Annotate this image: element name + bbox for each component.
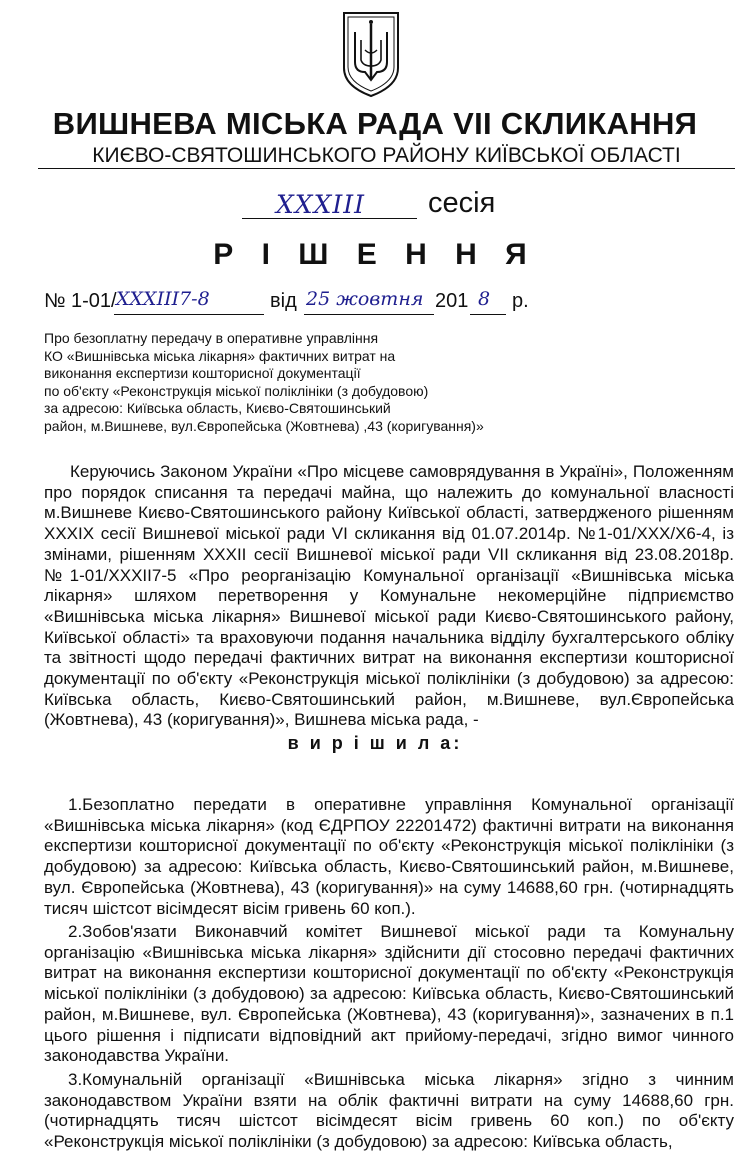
year-underline bbox=[470, 314, 506, 315]
coat-of-arms-icon bbox=[341, 10, 401, 98]
subject-line: виконання експертизи кошторисної документації bbox=[44, 365, 361, 381]
resolved-heading: в и р і ш и л а: bbox=[287, 733, 463, 753]
session-line bbox=[0, 184, 750, 224]
decision-subject bbox=[44, 330, 514, 435]
subject-line: Про безоплатну передачу в оперативне управління bbox=[44, 330, 379, 346]
number-value: XXXIII7-8 bbox=[116, 288, 210, 310]
date-prefix: від bbox=[270, 290, 297, 312]
date-value: 25 жовтня bbox=[306, 288, 424, 310]
session-label: сесія bbox=[428, 187, 496, 219]
year-suffix: р. bbox=[512, 290, 529, 312]
council-title: ВИШНЕВА МІСЬКА РАДА VII СКЛИКАННЯ bbox=[52, 106, 698, 141]
subject-line: КО «Вишнівська міська лікарня» фактичних витрат на bbox=[44, 347, 396, 364]
year-digit: 8 bbox=[478, 288, 491, 310]
year-prefix: 201 bbox=[435, 290, 469, 312]
document-type-heading: Р І Ш Е Н Н Я bbox=[213, 238, 537, 271]
document-number-line bbox=[0, 288, 750, 322]
decision-item-2: 2.Зобов'язати Виконавчий комітет Вишневої міської ради та Комунальну організацію «Вишнівська міська лікарня» здійснити дії стосовно передачі фактичних витрат на виконання експертизи кошторисної документації по об'єкту «Реконструкція міської поліклініки (з добудовою) за адресою: Київська область, Києво-Святошинський район, м.Вишневе, вул. Європейська (Жовтнева), 43 (коригування)», зазначених в п.1 цього рішення і підписати відповідний акт прийому-передачі, згідно вимог чинного законодавства України. bbox=[44, 922, 734, 1066]
preamble-paragraph: Керуючись Законом України «Про місцеве самоврядування в Україні», Положенням про порядок списання та передачі майна, що належить до комунальної власності м.Вишневе Києво-Святошинського району Київської області, затвердженого рішенням XXXIX сесії Вишневої міської ради VI скликання від 01.07.2014р. №1-01/XXX/X6-4, із змінами, рішенням XXXII сесії Вишневої міської ради VII скликання від 23.08.2018р. №1-01/XXXII7-5 «Про реорганізацію Комунальної організації «Вишнівська міська лікарня» шляхом перетворення у Комунальне некомерційне підприємство «Вишнівська міська лікарня» Вишневої міської ради Києво-Святошинського району, Київської області» та враховуючи подання начальника відділу бухгалтерського обліку та звітності щодо передачі фактичних витрат на виконання експертизи кошторисної документації по об'єкту «Реконструкція міської поліклініки (з добудовою) за адресою: Київська область, Києво-Святошинський район, м.Вишневе, вул.Європейська (Жовтнева), 43 (коригування)», Вишнева міська рада, - bbox=[44, 462, 734, 730]
number-underline bbox=[114, 314, 264, 315]
decision-item-1: 1.Безоплатно передати в оперативне управління Комунальної організації «Вишнівська міська лікарня» (код ЄДРПОУ 22201472) фактичні витрати на виконання експертизи кошторисної документації по об'єкту «Реконструкція міської поліклініки (з добудовою) за адресою: Київська область, Києво-Святошинський район, м.Вишневе, вул. Європейська (Жовтнева), 43 (коригування)» на суму 14688,60 грн. (чотирнадцять тисяч шістсот вісімдесят вісім гривень 60 коп.). bbox=[44, 795, 734, 918]
session-number: XXXIII bbox=[276, 190, 366, 219]
council-subtitle: КИЄВО-СВЯТОШИНСЬКОГО РАЙОНУ КИЇВСЬКОЇ ОБЛАСТІ bbox=[38, 144, 735, 169]
date-underline bbox=[304, 314, 434, 315]
decision-item-3: 3.Комунальній організації «Вишнівська міська лікарня» згідно з чинним законодавством України взяти на облік фактичні витрати на суму 14688,60 грн. (чотирнадцять тисяч шістсот вісімдесят вісім гривень 60 коп.) по об'єкту «Реконструкція міської поліклініки (з добудовою) за адресою: Київська область, bbox=[44, 1070, 734, 1152]
subject-line: за адресою: Київська область, Києво-Святошинський bbox=[44, 400, 391, 416]
session-underline bbox=[242, 218, 417, 219]
subject-line: район, м.Вишневе, вул.Європейська (Жовтнева) ,43 (коригування)» bbox=[44, 417, 484, 434]
subject-line: по об'єкту «Реконструкція міської поліклініки (з добудовою) bbox=[44, 382, 429, 399]
number-prefix: № 1-01/ bbox=[44, 290, 117, 312]
